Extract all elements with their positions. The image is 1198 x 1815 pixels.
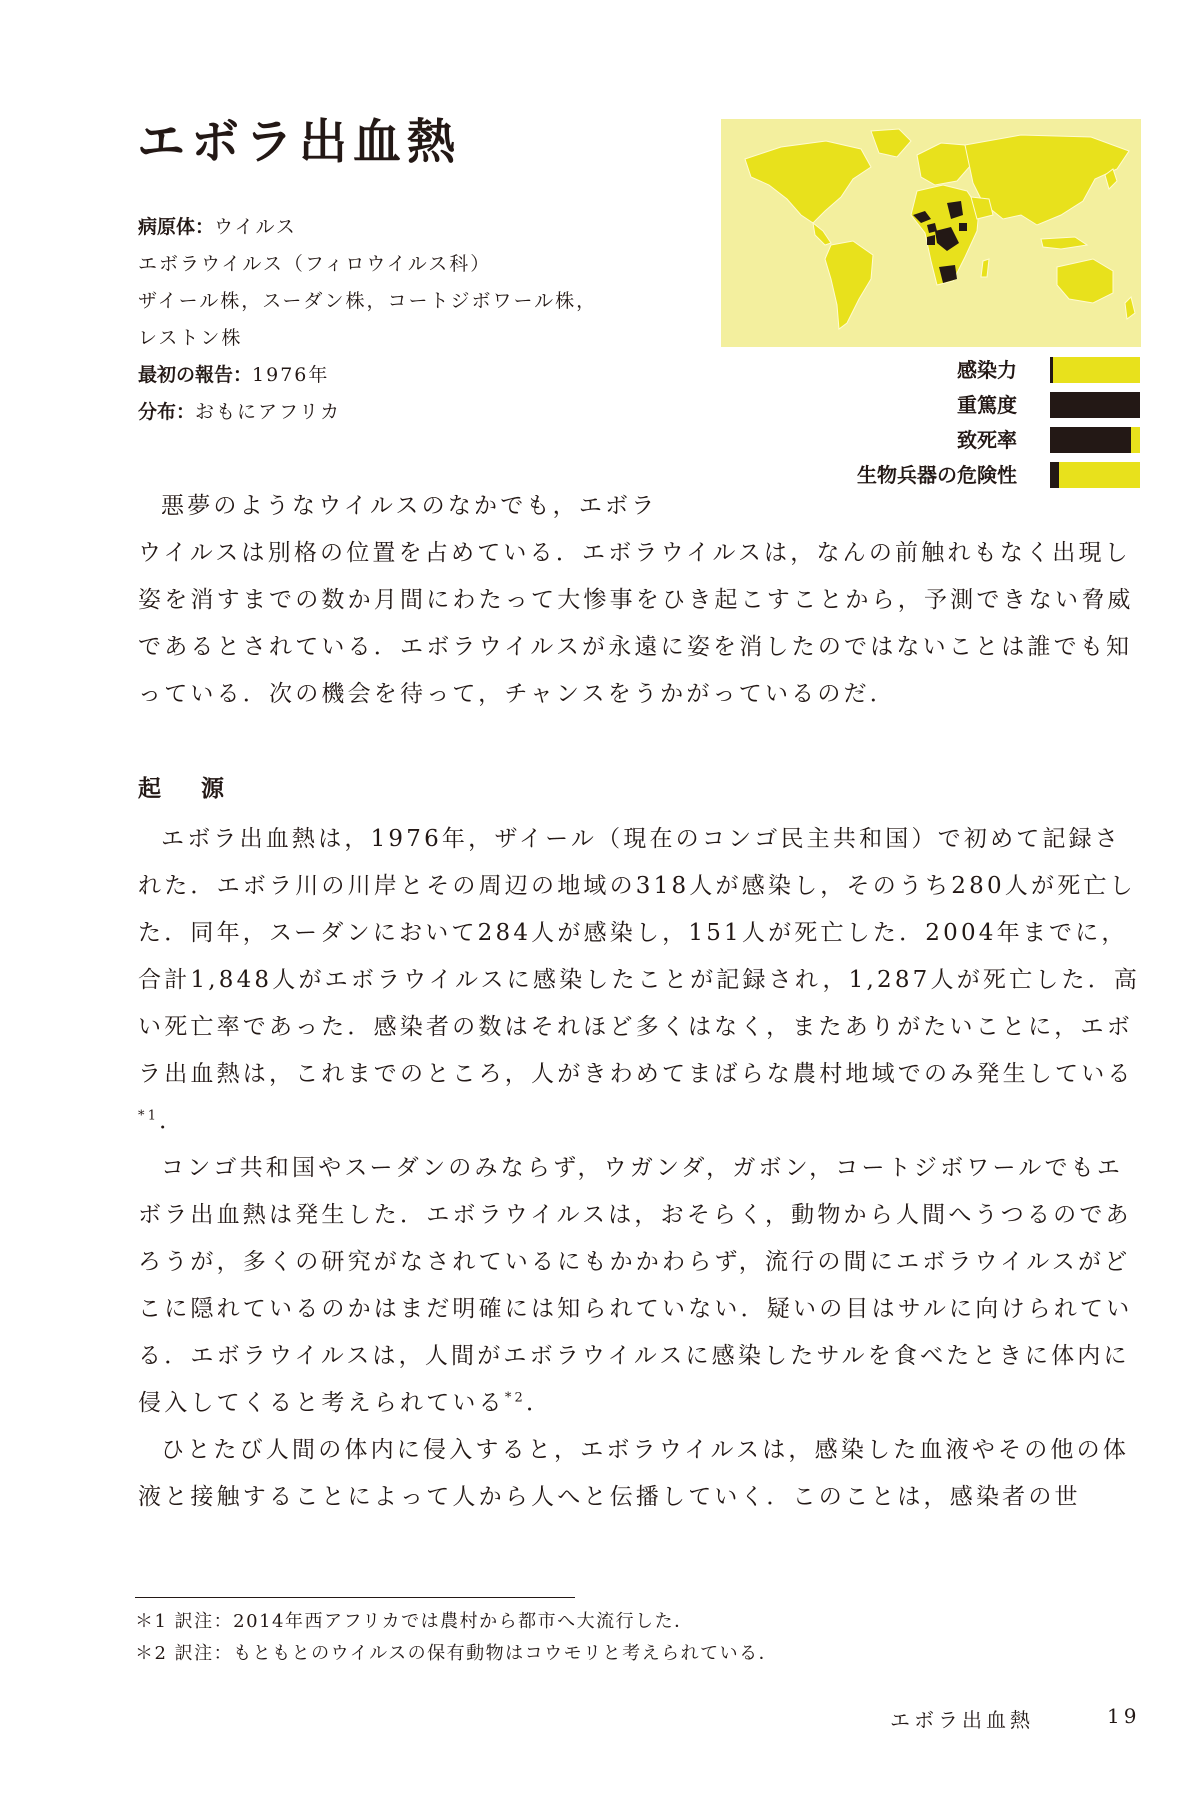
origin-paragraph-2-text: コンゴ共和国やスーダンのみならず，ウガンダ，ガボン，コートジボワールでもエボラ出血熱は発生した．エボラウイルスは，おそらく，動物から人間へうつるのであろうが，多くの研究がなされているにもかかわらず，流行の間にエボラウイルスがどこに隠れているのかはまだ明確には知られていない．疑いの目はサルに向けられている．エボラウイルスは，人間がエボラウイルスに感染したサルを食べたときに体内に侵入してくると考えられている — [138, 1155, 1133, 1416]
rating-label: 生物兵器の危険性 — [857, 463, 1017, 487]
greenland — [871, 129, 911, 157]
rating-mortality — [780, 425, 1142, 455]
indonesia — [1041, 237, 1087, 249]
first-report-row — [138, 357, 738, 394]
virus-row: エボラウイルス（フィロウイルス科） — [138, 253, 492, 275]
north-america — [745, 141, 871, 223]
origin-paragraph-1: エボラ出血熱は，1976年，ザイール（現在のコンゴ民主共和国）で初めて記録された．エボラ川の川岸とその周辺の地域の318人が感染し，そのうち280人が死亡した．同年，スーダンにおいて284人が感染し，151人が死亡した．2004年までに，合計1,848人がエボラウイルスに感染したことが記録され，1,287人が死亡した．高い死亡率であった．感染者の数はそれほど多くはなく，またありがたいことに，エボラ出血熱は，これまでのところ，人がきわめてまばらな農村地域でのみ発生している$^{*1}$． — [138, 826, 1141, 1134]
first-report-label: 最初の報告： — [138, 364, 253, 386]
intro-paragraph: ウイルスは別格の位置を占めている．エボラウイルスは，なんの前触れもなく出現し姿を消すまでの数か月間にわたって大惨事をひき起こすことから，予測できない脅威であるとされている．エボラウイルスが永遠に姿を消したのではないことは誰でも知っている．次の機会を待って，チャンスをうかがっているのだ． — [138, 540, 1134, 707]
rating-bar — [1050, 357, 1140, 383]
distribution-row — [138, 394, 738, 431]
disease-info — [138, 209, 738, 431]
outbreak-uganda — [959, 223, 967, 231]
origin-paragraph-2: コンゴ共和国やスーダンのみならず，ウガンダ，ガボン，コートジボワールでもエボラ出血熱は発生した．エボラウイルスは，おそらく，動物から人間へうつるのであろうが，多くの研究がなされているにもかかわらず，流行の間にエボラウイルスがどこに隠れているのかはまだ明確には知られていない．疑いの目はサルに向けられている．エボラウイルスは，人間がエボラウイルスに感染したサルを食べたときに体内に侵入してくると考えられている$^{*2}$． — [138, 1155, 1133, 1416]
footnote-rule — [135, 1597, 575, 1598]
south-america — [825, 241, 873, 329]
rating-fill — [1050, 392, 1140, 418]
rating-severity — [780, 390, 1142, 420]
rating-fill — [1050, 427, 1131, 453]
intro-text — [138, 483, 1144, 718]
rating-infectivity — [780, 355, 1142, 385]
rating-label: 重篤度 — [957, 393, 1017, 417]
origin-text — [138, 816, 1144, 1521]
origin-paragraph-3: ひとたび人間の体内に侵入すると，エボラウイルスは，感染した血液やその他の体液と接触することによって人から人へと伝播していく．このことは，感染者の世 — [138, 1437, 1130, 1510]
world-distribution-map — [721, 119, 1141, 347]
first-report-value: 1976年 — [252, 364, 330, 386]
footnote-ref-2: *2 — [504, 1390, 526, 1406]
pathogen-label: 病原体： — [138, 216, 215, 238]
world-map-graphic — [721, 119, 1141, 347]
rating-bar — [1050, 427, 1140, 453]
rating-label: 致死率 — [957, 428, 1017, 452]
pathogen-row — [138, 209, 738, 246]
intro-first-line: 悪夢のようなウイルスのなかでも，エボラ — [161, 493, 658, 519]
pathogen-value: ウイルス — [214, 216, 297, 238]
running-head: エボラ出血熱 — [890, 1708, 1034, 1732]
australia — [1057, 259, 1113, 303]
page-number: 19 — [1107, 1704, 1141, 1728]
origin-paragraph-1-text: エボラ出血熱は，1976年，ザイール（現在のコンゴ民主共和国）で初めて記録された．エボラ川の川岸とその周辺の地域の318人が感染し，そのうち280人が死亡した．同年，スーダンにおいて284人が感染し，151人が死亡した．2004年までに，合計1,848人がエボラウイルスに感染したことが記録され，1,287人が死亡した．高い死亡率であった．感染者の数はそれほど多くはなく，またありがたいことに，エボラ出血熱は，これまでのところ，人がきわめてまばらな農村地域でのみ発生している — [138, 826, 1141, 1087]
new-zealand — [1125, 297, 1135, 319]
madagascar — [981, 259, 989, 277]
europe — [917, 143, 971, 185]
rating-label: 感染力 — [957, 358, 1017, 382]
footnotes — [135, 1597, 1135, 1670]
distribution-value: おもにアフリカ — [195, 401, 342, 423]
strains-row-2: レストン株 — [138, 327, 243, 349]
distribution-label: 分布： — [138, 401, 196, 423]
rating-fill — [1050, 357, 1053, 383]
section-heading-origin: 起 源 — [138, 776, 241, 802]
footnote-ref-1: *1 — [138, 1108, 160, 1124]
page-title: エボラ出血熱 — [137, 114, 462, 170]
rating-bar — [1050, 392, 1140, 418]
central-america — [813, 223, 831, 245]
footnote-1: ＊1 訳注：2014年西アフリカでは農村から都市へ大流行した． — [135, 1611, 694, 1632]
strains-row-1: ザイール株，スーダン株，コートジボワール株， — [138, 290, 598, 312]
footnote-2: ＊2 訳注：もともとのウイルスの保有動物はコウモリと考えられている． — [135, 1643, 779, 1664]
